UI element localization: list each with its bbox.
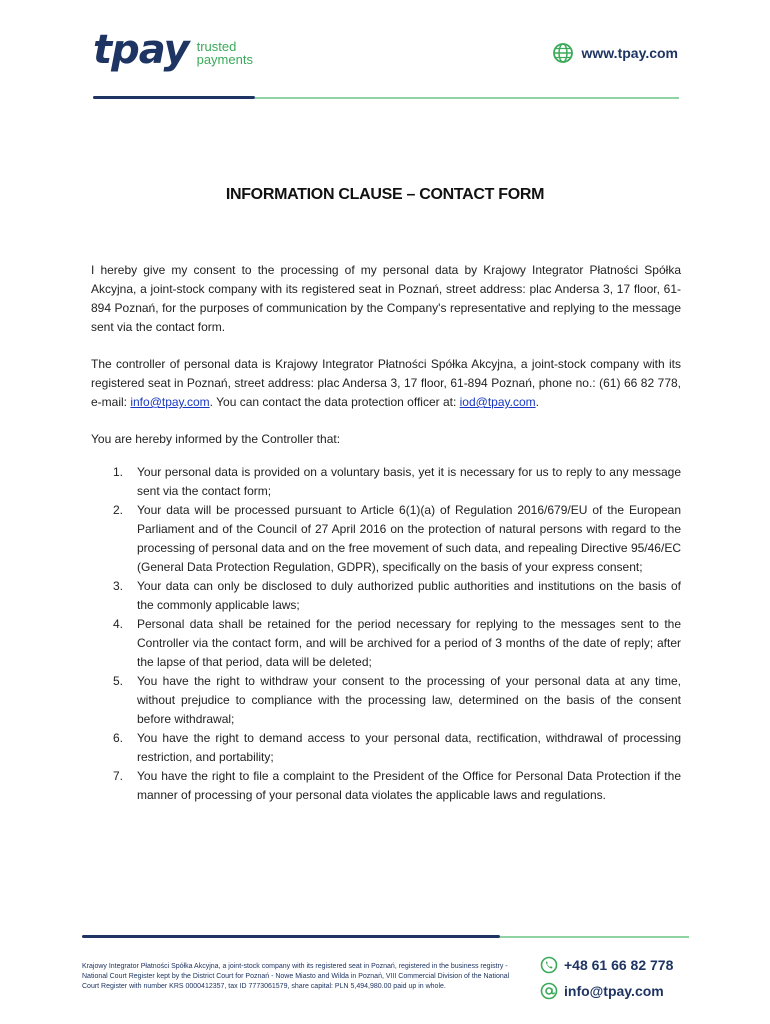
tpay-logo: [93, 27, 253, 73]
phone-icon: [540, 956, 558, 974]
footer-phone-number[interactable]: +48 61 66 82 778: [564, 957, 674, 973]
list-item-number: 4.: [113, 617, 124, 631]
terms-list: [91, 463, 681, 805]
controller-email-link[interactable]: info@tpay.com: [130, 395, 210, 409]
list-item-number: 7.: [113, 769, 124, 783]
controller-text-1: The controller of personal data is Krajowy Integrator Płatności Spółka Akcyjna, a joint-stock company with its registered seat in Poznań, street address: plac Andersa 3, 17 floor, 61-894 Poznań, phone no.: (61) 66 82 778, e-mail:: [91, 357, 681, 409]
list-item: [91, 672, 681, 729]
logo-tagline-line-2: payments: [196, 52, 253, 67]
list-item: [91, 463, 681, 501]
controller-text-2: . You can contact the data protection officer at:: [209, 395, 460, 409]
list-item-text: Your personal data is provided on a voluntary basis, yet it is necessary for us to reply to any message sent via the contact form;: [137, 465, 681, 498]
controller-paragraph: [91, 355, 681, 412]
list-item: [91, 767, 681, 805]
document-body: [91, 261, 681, 805]
footer-divider: [82, 935, 689, 938]
logo-tagline-line-1: trusted: [196, 39, 237, 54]
list-item-number: 3.: [113, 579, 124, 593]
dpo-email-link[interactable]: iod@tpay.com: [459, 395, 536, 409]
list-item: [91, 577, 681, 615]
footer-email: [540, 982, 664, 1000]
list-item-number: 2.: [113, 503, 124, 517]
header-divider: [93, 96, 679, 99]
list-item-number: 6.: [113, 731, 124, 745]
website-badge: [552, 42, 678, 64]
list-item-text: Your data will be processed pursuant to Article 6(1)(a) of Regulation 2016/679/EU of the European Parliament and of the Council of 27 April 2016 on the protection of natural persons with regard to the processing of personal data and on the free movement of such data, and repealing Directive 95/46/EC (General Data Protection Regulation, GDPR), specifically on the basis of your express consent;: [137, 503, 681, 574]
list-item-number: 5.: [113, 674, 124, 688]
document-title: INFORMATION CLAUSE – CONTACT FORM: [225, 186, 545, 203]
footer-legal-text: Krajowy Integrator Płatności Spółka Akcyjna, a joint-stock company with its registered seat in Poznań, registered in the business registry - National Court Register kept by the District Court for Poznań - Nowe Miasto and Wilda in Poznań, VIII Commercial Division of the National Court Register with number KRS 0000412357, tax ID 7773061579, share capital: PLN 5,494,980.00 paid up in whole.: [82, 963, 510, 990]
logo-tagline: [197, 40, 253, 70]
informed-intro: You are hereby informed by the Controller that:: [91, 432, 341, 446]
list-item-text: Your data can only be disclosed to duly authorized public authorities and institutions on the basis of the commonly applicable laws;: [137, 579, 681, 612]
controller-text-3: .: [535, 395, 539, 409]
at-sign-icon: [540, 982, 558, 1000]
list-item-text: You have the right to demand access to your personal data, rectification, withdrawal of processing restriction, and portability;: [137, 731, 681, 764]
list-item-text: You have the right to file a complaint to the President of the Office for Personal Data Protection if the manner of processing of your personal data violates the applicable laws and regulations.: [137, 769, 681, 802]
list-item-text: Personal data shall be retained for the period necessary for replying to the messages sent to the Controller via the contact form, and will be archived for a period of 3 months of the date of reply; after the lapse of that period, data will be deleted;: [137, 617, 681, 669]
footer-phone: [540, 956, 673, 974]
website-url[interactable]: www.tpay.com: [581, 45, 678, 61]
footer-email-address[interactable]: info@tpay.com: [564, 983, 664, 999]
list-item-number: 1.: [113, 465, 124, 479]
consent-paragraph: I hereby give my consent to the processing of my personal data by Krajowy Integrator Płatności Spółka Akcyjna, a joint-stock company with its registered seat in Poznań, street address: plac Andersa 3, 17 floor, 61-894 Poznań, for the purposes of communication by the Company's representative and replying to the message sent via the contact form.: [91, 263, 681, 334]
list-item: [91, 729, 681, 767]
list-item: [91, 501, 681, 577]
list-item: [91, 615, 681, 672]
list-item-text: You have the right to withdraw your consent to the processing of your personal data at any time, without prejudice to compliance with the processing law, determined on the basis of the consent before withdrawal;: [137, 674, 681, 726]
globe-icon: [552, 42, 574, 64]
logo-word: tpay: [93, 27, 189, 73]
